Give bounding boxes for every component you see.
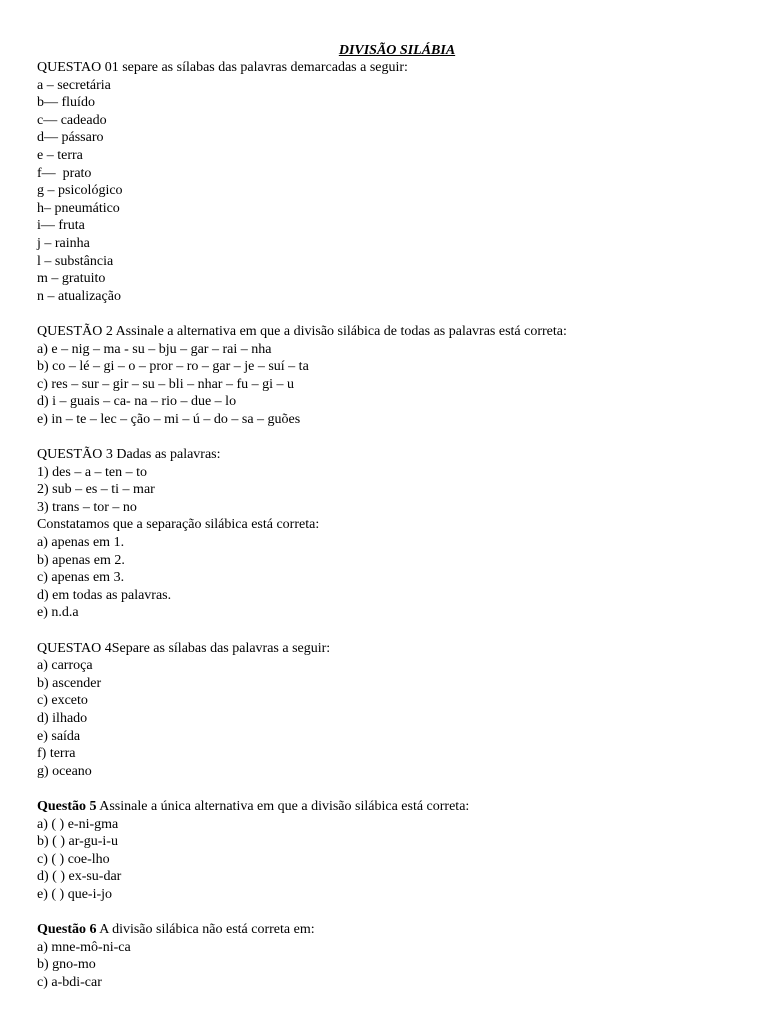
question-2-label: QUESTÃO 2 <box>37 323 113 339</box>
question-6-label: Questão 6 <box>37 922 97 938</box>
question-5-option: c) ( ) coe-lho <box>37 851 110 867</box>
question-2-option: a) e – nig – ma - su – bju – gar – rai – nha <box>37 341 272 357</box>
question-1-item: b— fluído <box>37 95 95 111</box>
question-5-option: e) ( ) que-i-jo <box>37 886 113 902</box>
question-2-option: e) in – te – lec – ção – mi – ú – do – sa – guões <box>37 411 301 427</box>
question-3-word: 1) des – a – ten – to <box>37 464 148 480</box>
document-title: DIVISÃO SILÁBIA <box>338 43 456 58</box>
question-3-option: a) apenas em 1. <box>37 535 125 551</box>
question-1-item: d— pássaro <box>37 130 104 146</box>
question-4-item: d) ilhado <box>37 710 88 726</box>
question-5-option: d) ( ) ex-su-dar <box>37 869 122 885</box>
question-1-item: h– pneumático <box>37 200 120 216</box>
question-4-item: b) ascender <box>37 675 102 691</box>
question-4-item: e) saída <box>37 728 81 744</box>
question-4-heading <box>37 640 737 658</box>
spacer <box>37 780 737 798</box>
question-1-item: e – terra <box>37 147 83 163</box>
question-5-heading <box>37 798 737 816</box>
spacer <box>37 904 737 922</box>
question-3-option: d) em todas as palavras. <box>37 587 172 603</box>
question-4-label: QUESTAO 4 <box>37 640 112 656</box>
question-5-label: Questão 5 <box>37 798 97 814</box>
question-1-item: a – secretária <box>37 77 111 93</box>
question-1-item: i— fruta <box>37 218 85 234</box>
spacer <box>37 305 737 323</box>
spacer <box>37 622 737 640</box>
question-2-heading <box>37 323 737 341</box>
spacer <box>37 428 737 446</box>
question-1-item: j – rainha <box>37 235 90 251</box>
question-3-option: b) apenas em 2. <box>37 552 125 568</box>
question-4-prompt: Separe as sílabas das palavras a seguir: <box>111 640 331 656</box>
question-1-item: m – gratuito <box>37 271 106 287</box>
question-1-item: f— prato <box>37 165 92 181</box>
question-3-heading <box>37 446 737 464</box>
question-1-label: QUESTAO 01 <box>37 60 119 75</box>
question-6-heading <box>37 921 737 939</box>
question-6-option: c) a-bdi-car <box>37 974 102 990</box>
question-2-option: b) co – lé – gi – o – pror – ro – gar – je – suí – ta <box>37 359 309 375</box>
question-4-item: f) terra <box>37 746 76 762</box>
question-5-option: a) ( ) e-ni-gma <box>37 816 119 832</box>
question-5-option: b) ( ) ar-gu-i-u <box>37 834 118 850</box>
question-3-option: e) n.d.a <box>37 605 79 621</box>
question-3-option: c) apenas em 3. <box>37 570 125 586</box>
question-1-item: l – substância <box>37 253 114 269</box>
question-4-item: a) carroça <box>37 658 93 674</box>
question-2-prompt: Assinale a alternativa em que a divisão silábica de todas as palavras está correta: <box>112 323 567 339</box>
question-4-item: c) exceto <box>37 693 88 709</box>
question-6-prompt: A divisão silábica não está correta em: <box>96 922 315 938</box>
question-3-word: 3) trans – tor – no <box>37 499 137 515</box>
question-4-item: g) oceano <box>37 763 92 779</box>
question-3-word: 2) sub – es – ti – mar <box>37 482 155 498</box>
question-1-prompt: separe as sílabas das palavras demarcadas a seguir: <box>118 60 408 75</box>
question-2-option: c) res – sur – gir – su – bli – nhar – fu – gi – u <box>37 376 295 392</box>
question-3-prompt: Dadas as palavras: <box>112 447 221 463</box>
question-1-heading <box>37 59 737 77</box>
document-page <box>37 42 737 991</box>
question-3-statement: Constatamos que a separação silábica está correta: <box>37 517 320 533</box>
question-1-item: n – atualização <box>37 288 121 304</box>
question-5-prompt: Assinale a única alternativa em que a divisão silábica está correta: <box>96 798 470 814</box>
question-6-option: a) mne-mô-ni-ca <box>37 939 131 955</box>
question-1-item: g – psicológico <box>37 183 123 199</box>
question-6-option: b) gno-mo <box>37 957 96 973</box>
question-1-item: c— cadeado <box>37 112 107 128</box>
question-3-label: QUESTÃO 3 <box>37 447 113 463</box>
question-2-option: d) i – guais – ca- na – rio – due – lo <box>37 394 237 410</box>
